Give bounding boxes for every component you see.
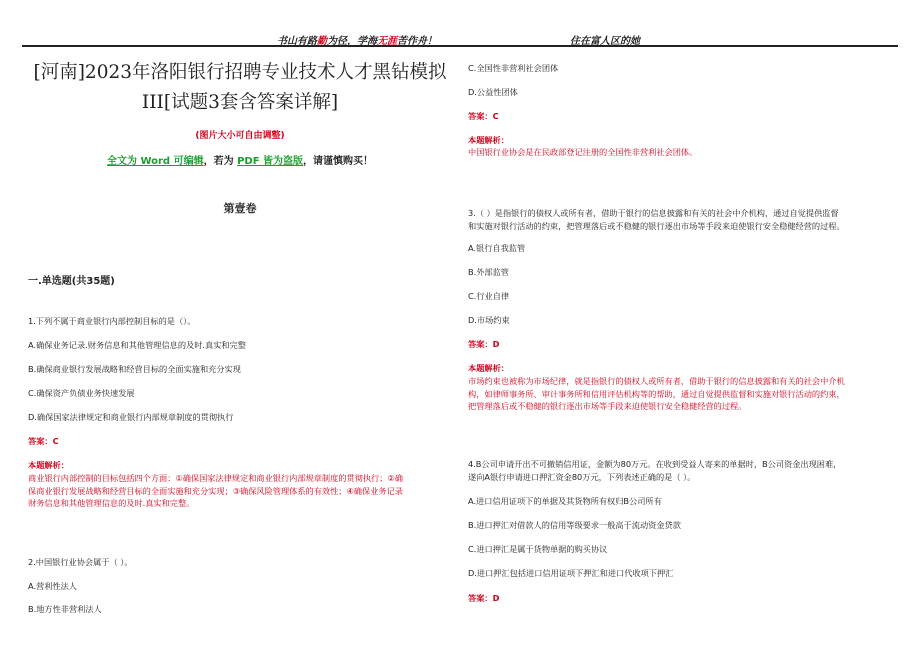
q1-option-a: A.确保业务记录.财务信息和其他管理信息的及时.真实和完整 <box>28 340 246 350</box>
part-heading: 一.单选题(共35题) <box>28 276 115 287</box>
q3-explanation-line: 把管理落后或不稳健的银行逐出市场等手段来迫使银行安全稳健经营的过程。 <box>468 401 747 411</box>
header-motto-part: 书山有路 <box>277 36 317 47</box>
q3-option-a: A.银行自我监管 <box>468 243 526 253</box>
q1-option-b: B.确保商业银行发展战略和经营目标的全面实施和充分实现 <box>28 364 241 374</box>
q2-stem: 2.中国银行业协会属于（ ）。 <box>28 557 133 567</box>
header-divider <box>22 45 898 47</box>
q2-explanation-heading: 本题解析： <box>468 135 509 145</box>
q2-explanation-line: 中国银行业协会是在民政部登记注册的全国性非营利社会团体。 <box>468 147 698 157</box>
q3-option-d: D.市场约束 <box>468 315 510 325</box>
q1-option-c: C.确保资产负债业务快速发展 <box>28 388 135 398</box>
notice-text: ，请谨慎购买！ <box>303 156 374 167</box>
q1-explanation <box>28 472 403 510</box>
q2-explanation <box>468 146 697 159</box>
q2-option-b: B.地方性非营利法人 <box>28 604 102 614</box>
header-motto-highlight: 勤 <box>317 36 327 47</box>
q3-stem <box>468 207 845 233</box>
notice-pdf-pirated: PDF 皆为盗版 <box>237 156 304 167</box>
page-header <box>22 30 898 46</box>
q3-explanation <box>468 375 845 413</box>
q3-stem-line: 3.（ ）是指银行的债权人或所有者，借助于银行的信息披露和有关的社会中介机构，通过自觉提供监督 <box>468 208 839 218</box>
q3-answer: 答案：D <box>468 339 500 349</box>
q2-answer: 答案：C <box>468 111 499 121</box>
q4-stem <box>468 458 841 484</box>
q1-explanation-line: 保商业银行发展战略和经营目标的全面实施和充分实现；③确保风险管理体系的有效性；④确保业务记录 <box>28 485 403 496</box>
q4-stem-line: 遂向A银行申请进口押汇资金80万元，下列表述正确的是（ ）。 <box>468 472 696 482</box>
q1-stem: 1.下列不属于商业银行内部控制目标的是（）。 <box>28 316 196 326</box>
doc-subtitle: (图片大小可自由调整) <box>195 131 285 141</box>
section-heading: 第壹卷 <box>223 202 257 215</box>
doc-title <box>30 58 450 118</box>
q3-explanation-line: 市场约束也被称为市场纪律，就是指银行的债权人或所有者，借助于银行的信息披露和有关的社会中介机 <box>468 376 845 386</box>
header-motto-highlight: 无涯 <box>377 36 397 47</box>
q4-answer: 答案：D <box>468 593 500 603</box>
doc-title-line2: III[试题3套含答案详解] <box>141 92 339 113</box>
q4-stem-line: 4.B公司申请开出不可撤销信用证，金额为80万元。在收到受益人寄来的单据时，B公司资金出现困难， <box>468 459 842 469</box>
q1-explanation-line: 商业银行内部控制的目标包括四个方面：①确保国家法律规定和商业银行内部规章制度的贯彻执行；②确 <box>28 473 403 483</box>
notice-word-editable: 全文为 Word 可编辑 <box>106 156 204 167</box>
q3-explanation-heading: 本题解析： <box>468 363 509 373</box>
q4-option-a: A.进口信用证项下的单据及其货物所有权归B公司所有 <box>468 496 662 506</box>
q1-explanation-line: 财务信息和其他管理信息的及时.真实和完整。 <box>28 498 195 508</box>
copyright-notice <box>0 152 480 167</box>
q3-explanation-line: 构，如律师事务所、审计事务所和信用评估机构等的帮助，通过自觉提供监督和实施对银行活动的约束， <box>468 388 845 399</box>
q3-option-b: B.外部监管 <box>468 267 509 277</box>
notice-text: ，若为 <box>203 156 238 167</box>
header-motto-part: 苦作舟！ <box>397 36 437 47</box>
q2-option-a: A.营利性法人 <box>28 581 77 591</box>
header-author: 住在富人区的她 <box>570 36 640 47</box>
q1-option-d: D.确保国家法律规定和商业银行内部规章制度的贯彻执行 <box>28 412 234 422</box>
header-motto-part: 为径，学海 <box>327 36 377 47</box>
q1-explanation-heading: 本题解析： <box>28 460 69 470</box>
q3-option-c: C.行业自律 <box>468 291 510 301</box>
q2-option-d: D.公益性团体 <box>468 87 518 97</box>
q4-option-b: B.进口押汇对借款人的信用等级要求一般高于流动资金贷款 <box>468 520 681 530</box>
q1-answer: 答案：C <box>28 436 59 446</box>
q2-option-c: C.全国性非营利社会团体 <box>468 63 559 73</box>
doc-title-line1: [河南]2023年洛阳银行招聘专业技术人才黑钻模拟 <box>33 62 447 83</box>
q4-option-d: D.进口押汇包括进口信用证项下押汇和进口代收项下押汇 <box>468 568 674 578</box>
q4-option-c: C.进口押汇是属于货物单据的购买协议 <box>468 544 608 554</box>
q3-stem-line: 和实施对银行活动的约束，把管理落后或不稳健的银行逐出市场等手段来迫使银行安全稳健经营的过程。 <box>468 221 845 231</box>
